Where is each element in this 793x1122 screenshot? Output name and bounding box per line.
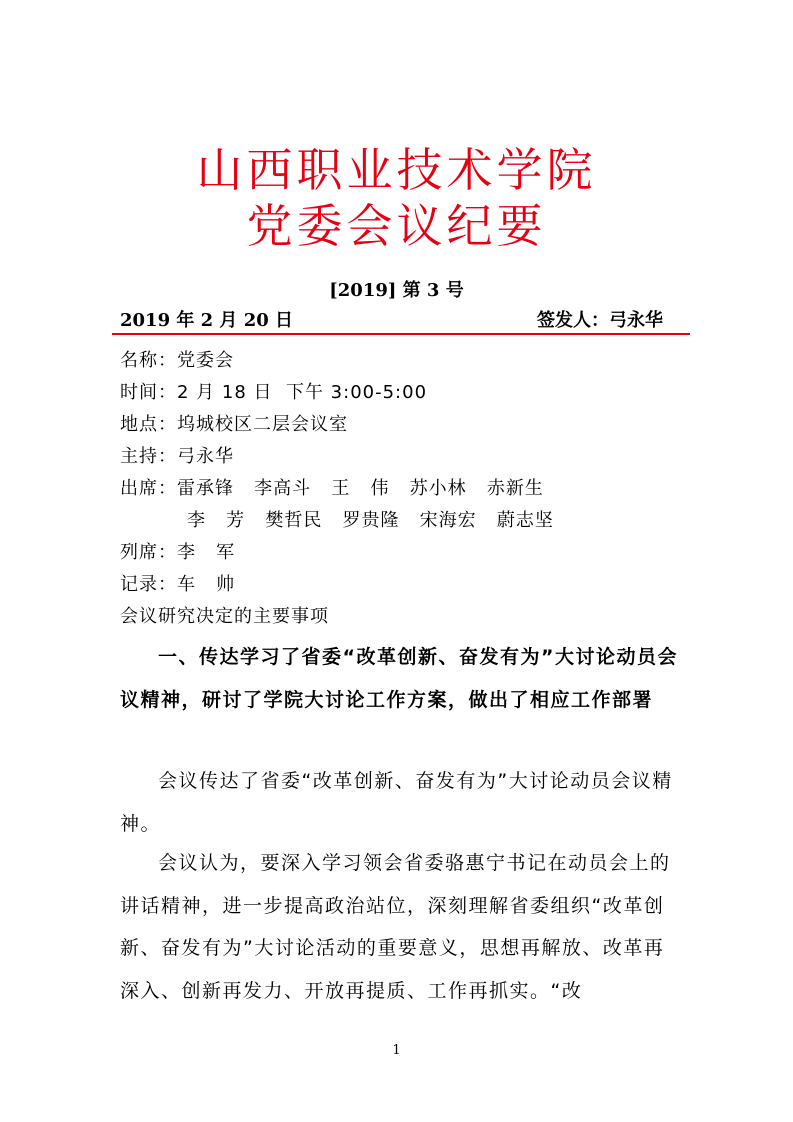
- attendees-line-2: 李 芳 樊哲民 罗贵隆 宋海宏 蔚志坚: [187, 510, 554, 531]
- paragraph-1: 会议传达了省委“改革创新、奋发有为”大讨论动员会议精神。: [120, 770, 673, 835]
- paragraph-2: 会议认为，要深入学习领会省委骆惠宁书记在动员会上的讲话精神，进一步提高政治站位，深刻理解省委组织“改革创新、奋发有为”大讨论活动的重要意义，思想再解放、改革再深入、创新再发力、开放再提质、工作再抓实。“改: [120, 852, 671, 1002]
- section-heading: 会议研究决定的主要事项: [120, 606, 329, 627]
- page-number: 1: [392, 1043, 401, 1058]
- issue-date: 2019 年 2 月 20 日: [120, 310, 294, 331]
- sitting-in: 列席：李 军: [120, 542, 236, 563]
- signer: 签发人：弓永华: [537, 310, 663, 331]
- org-title: 山西职业技术学院: [196, 143, 597, 197]
- meeting-time: 时间：2 月 18 日 下午 3:00-5:00: [120, 382, 428, 403]
- item-1-heading: 一、传达学习了省委“改革创新、奋发有为”大讨论动员会议精神，研讨了学院大讨论工作方案，做出了相应工作部署: [120, 646, 678, 711]
- document-number: [2019] 第 3 号: [329, 280, 464, 301]
- meeting-place: 地点：坞城校区二层会议室: [120, 414, 348, 435]
- document-title: 党委会议纪要: [246, 199, 547, 253]
- meeting-name: 名称：党委会: [120, 350, 234, 371]
- attendees-line-1: 出席：雷承锋 李高斗 王 伟 苏小林 赤新生: [120, 478, 544, 499]
- header-divider: [112, 333, 690, 335]
- meeting-host: 主持：弓永华: [120, 446, 234, 467]
- recorder: 记录：车 帅: [120, 574, 236, 595]
